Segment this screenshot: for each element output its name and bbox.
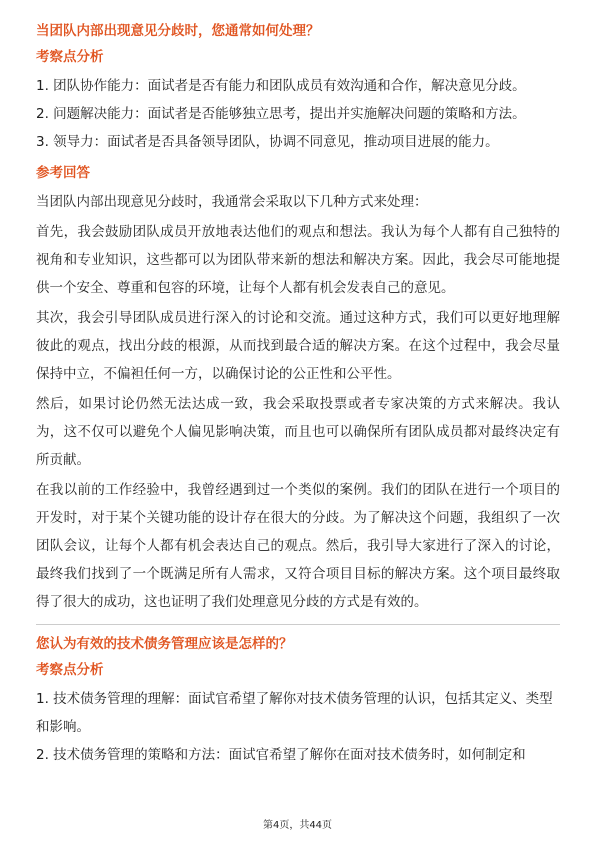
q2-analysis-item: 1. 技术债务管理的理解：面试官希望了解你对技术债务管理的认识，包括其定义、类型和影响。 (36, 691, 553, 735)
section-divider (36, 624, 560, 625)
question-1-title: 当团队内部出现意见分歧时，您通常如何处理？ (36, 23, 320, 39)
q2-analysis-heading: 考察点分析 (36, 662, 104, 678)
q1-answer-paragraph: 当团队内部出现意见分歧时，我通常会采取以下几种方式来处理： (36, 194, 428, 210)
q1-answer-paragraph: 然后，如果讨论仍然无法达成一致，我会采取投票或者专家决策的方式来解决。我认为，这不仅可以避免个人偏见影响决策，而且也可以确保所有团队成员都对最终决定有所贡献。 (36, 396, 560, 468)
q1-answer-paragraph: 首先，我会鼓励团队成员开放地表达他们的观点和想法。我认为每个人都有自己独特的视角和专业知识，这些都可以为团队带来新的想法和解决方案。因此，我会尽可能地提供一个安全、尊重和包容的环境，让每个人都有机会发表自己的意见。 (36, 224, 560, 296)
q1-answer-heading: 参考回答 (36, 165, 90, 181)
q1-answer-body (36, 188, 560, 616)
q1-analysis-heading: 考察点分析 (36, 49, 104, 65)
q1-answer-paragraph: 在我以前的工作经验中，我曾经遇到过一个类似的案例。我们的团队在进行一个项目的开发时，对于某个关键功能的设计存在很大的分歧。为了解决这个问题，我组织了一次团队会议，让每个人都有机会表达自己的观点。然后，我引导大家进行了深入的讨论，最终我们找到了一个既满足所有人需求，又符合项目目标的解决方案。这个项目最终取得了很大的成功，这也证明了我们处理意见分歧的方式是有效的。 (36, 482, 560, 610)
page-content (36, 20, 560, 769)
q2-analysis-item: 2. 技术债务管理的策略和方法：面试官希望了解你在面对技术债务时，如何制定和 (36, 747, 526, 763)
page-footer: 第4页，共44页 (262, 820, 333, 831)
q1-analysis-item: 1. 团队协作能力：面试者是否有能力和团队成员有效沟通和合作，解决意见分歧。 (36, 78, 526, 94)
question-2-title: 您认为有效的技术债务管理应该是怎样的？ (36, 636, 293, 652)
q1-analysis-item: 3. 领导力：面试者是否具备领导团队，协调不同意见，推动项目进展的能力。 (36, 134, 499, 150)
q1-analysis-item: 2. 问题解决能力：面试者是否能够独立思考，提出并实施解决问题的策略和方法。 (36, 106, 526, 122)
q1-answer-paragraph: 其次，我会引导团队成员进行深入的讨论和交流。通过这种方式，我们可以更好地理解彼此的观点，找出分歧的根源，从而找到最合适的解决方案。在这个过程中，我会尽量保持中立，不偏袒任何一方，以确保讨论的公正性和公平性。 (36, 310, 560, 382)
q2-analysis-list (36, 685, 560, 769)
q1-analysis-list (36, 72, 560, 156)
